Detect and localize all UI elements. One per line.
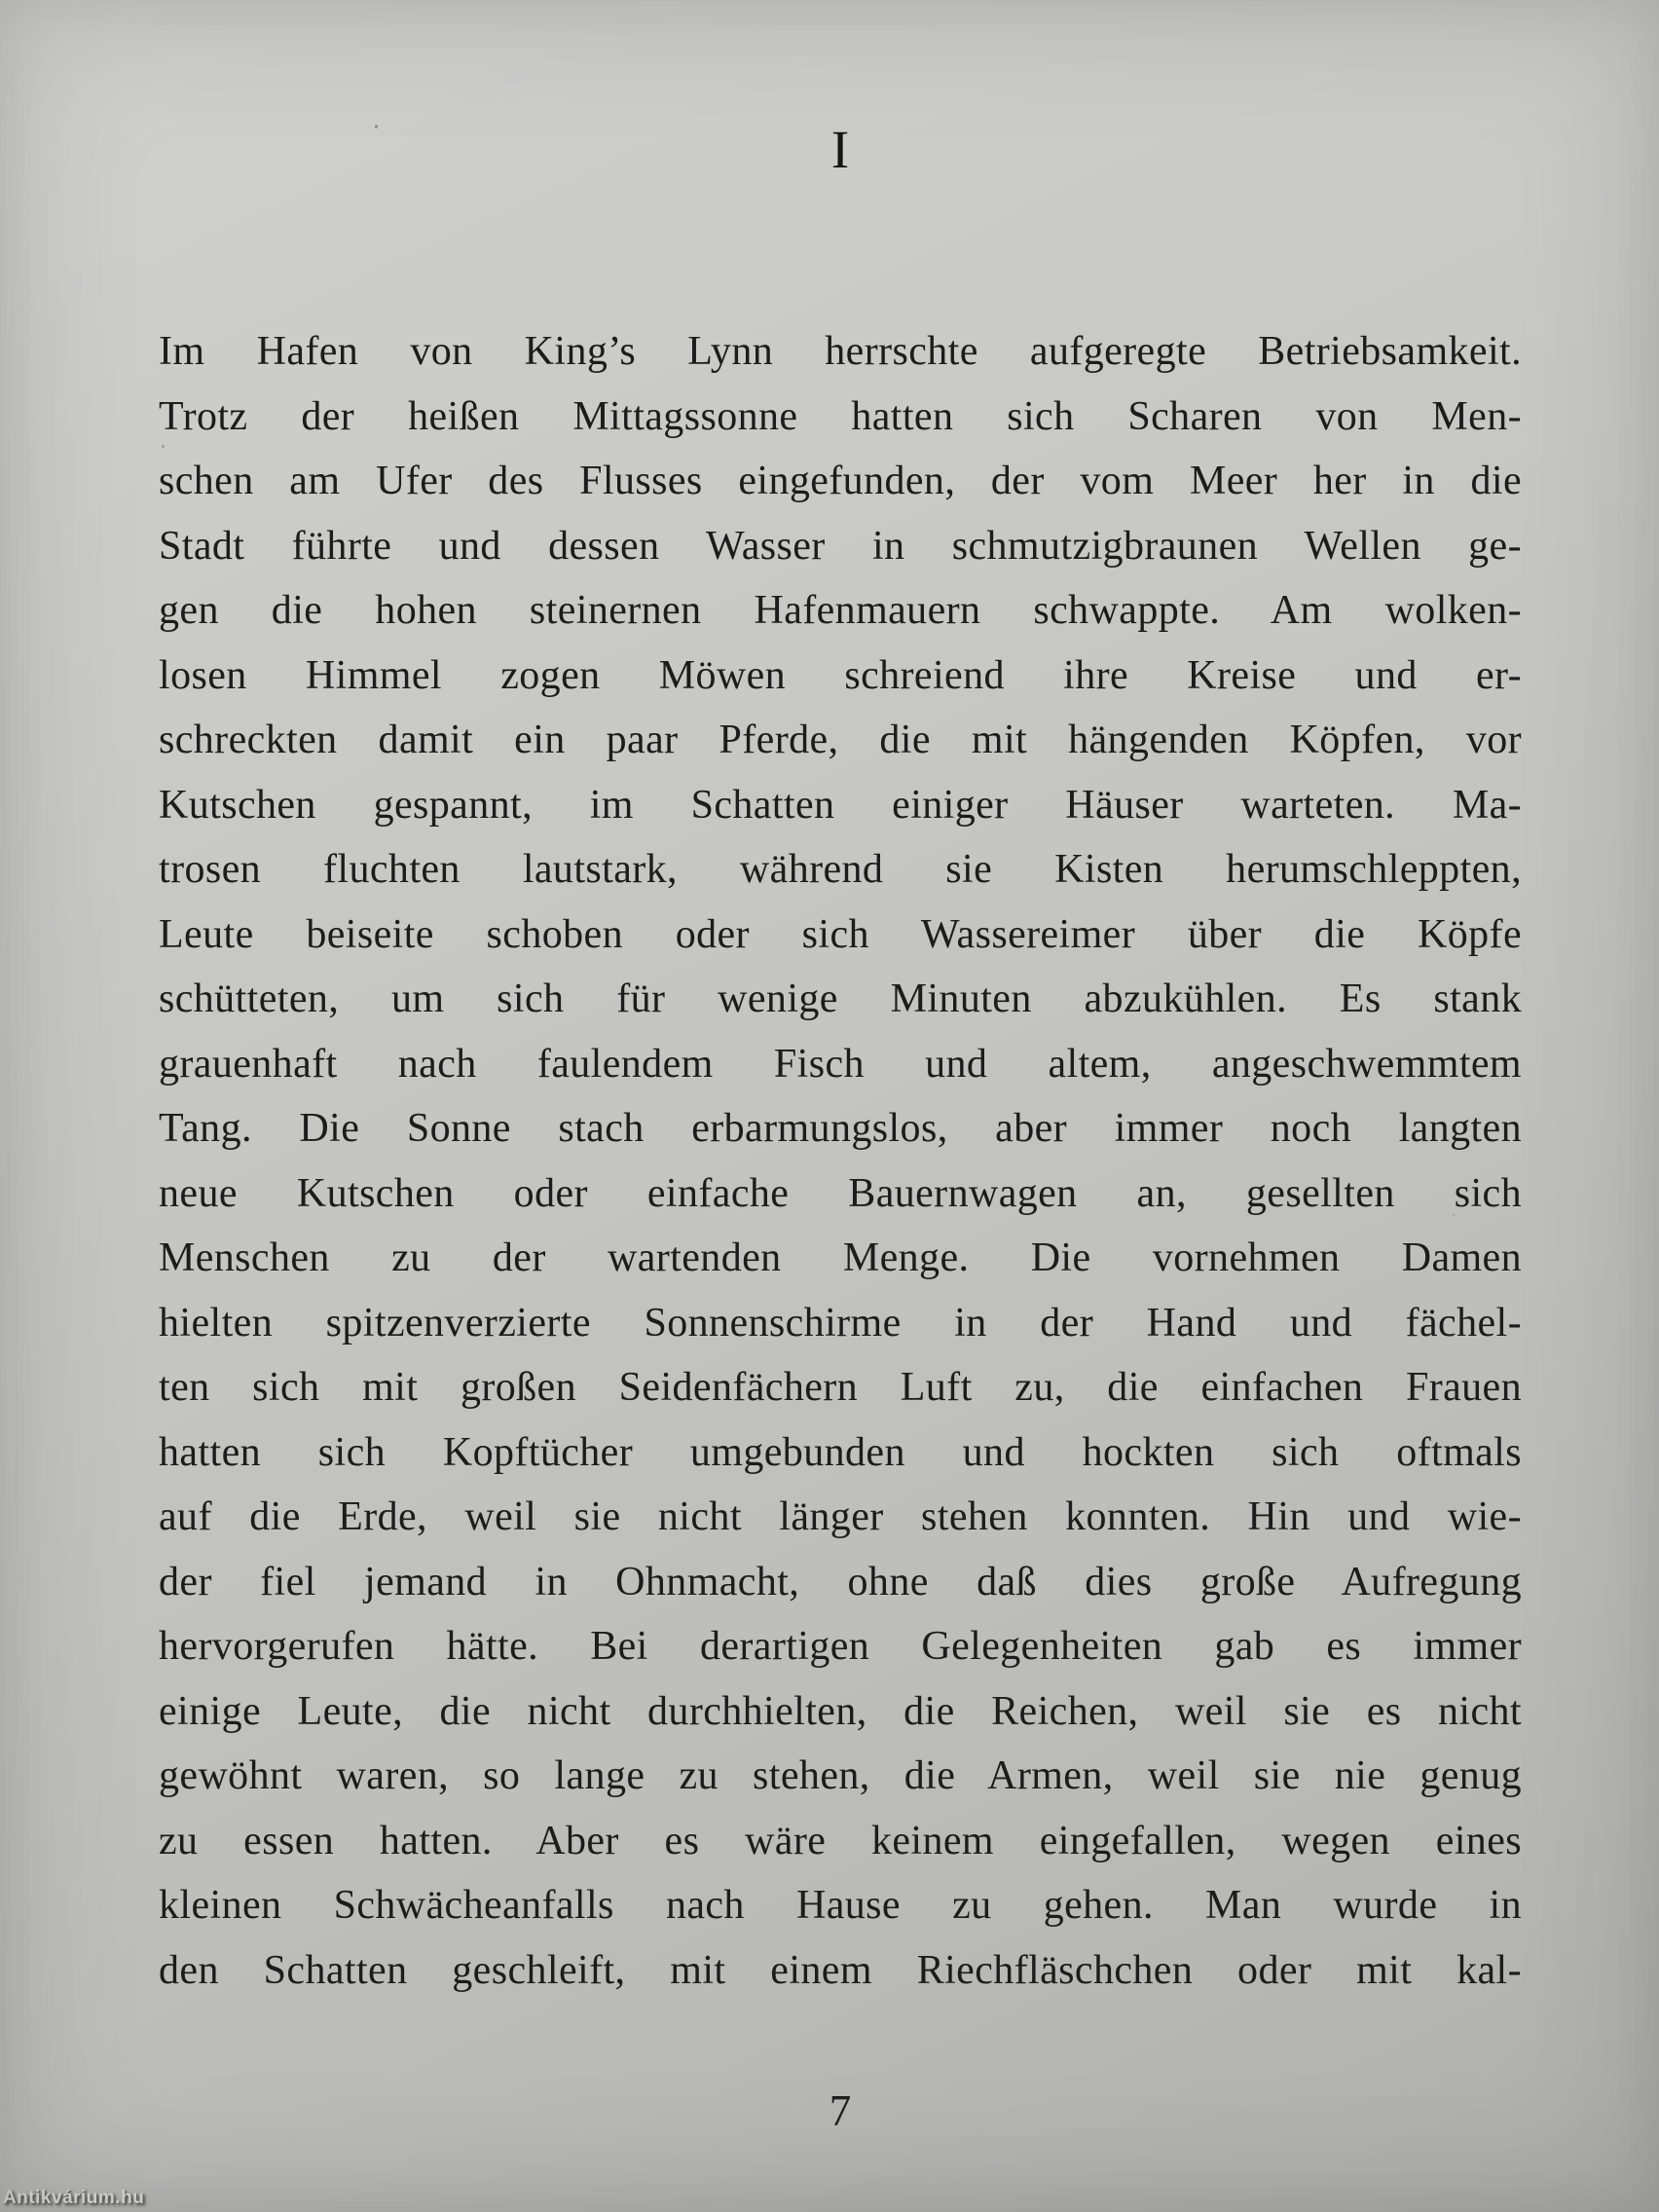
text-line: zu essen hatten. Aber es wäre keinem eingefallen, wegen eines — [159, 1818, 1522, 1863]
text-line: Stadt führte und dessen Wasser in schmutzigbraunen Wellen ge- — [159, 523, 1522, 569]
text-line: Leute beiseite schoben oder sich Wassereimer über die Köpfe — [159, 911, 1522, 957]
text-line: Menschen zu der wartenden Menge. Die vornehmen Damen — [159, 1235, 1522, 1280]
text-line: gewöhnt waren, so lange zu stehen, die Armen, weil sie nie genug — [159, 1753, 1522, 1798]
page-number: 7 — [829, 2086, 852, 2135]
text-line: einige Leute, die nicht durchhielten, die Reichen, weil sie es nicht — [159, 1688, 1522, 1734]
text-line: gen die hohen steinernen Hafenmauern schwappte. Am wolken- — [159, 588, 1522, 633]
text-line: Kutschen gespannt, im Schatten einiger Häuser warteten. Ma- — [159, 782, 1522, 828]
text-line: kleinen Schwächeanfalls nach Hause zu gehen. Man wurde in — [159, 1883, 1522, 1928]
watermark: Antikvárium.hu — [3, 2188, 145, 2208]
text-line: hielten spitzenverzierte Sonnenschirme in der Hand und fächel- — [159, 1300, 1522, 1346]
paper-speck — [1453, 1214, 1455, 1216]
text-line: hervorgerufen hätte. Bei derartigen Gelegenheiten gab es immer — [159, 1624, 1522, 1669]
body-text — [159, 319, 1522, 2003]
text-line: ten sich mit großen Seidenfächern Luft zu, die einfachen Frauen — [159, 1365, 1522, 1410]
text-line: losen Himmel zogen Möwen schreiend ihre Kreise und er- — [159, 652, 1522, 698]
text-line: auf die Erde, weil sie nicht länger stehen konnten. Hin und wie- — [159, 1494, 1522, 1539]
text-line: neue Kutschen oder einfache Bauernwagen an, gesellten sich — [159, 1170, 1522, 1216]
text-line: schen am Ufer des Flusses eingefunden, der vom Meer her in die — [159, 459, 1522, 503]
text-line: der fiel jemand in Ohnmacht, ohne daß dies große Aufregung — [159, 1559, 1522, 1604]
text-line: den Schatten geschleift, mit einem Riechfläschchen oder mit kal- — [159, 1947, 1522, 1993]
text-line: Im Hafen von King’s Lynn herrschte aufgeregte Betriebsamkeit. — [159, 329, 1522, 374]
text-line: schütteten, um sich für wenige Minuten abzukühlen. Es stank — [159, 977, 1522, 1021]
paper-speck — [162, 445, 165, 448]
text-line: schreckten damit ein paar Pferde, die mit hängenden Köpfen, vor — [159, 718, 1522, 762]
chapter-heading: I — [830, 120, 850, 179]
text-line: Tang. Die Sonne stach erbarmungslos, aber immer noch langten — [159, 1106, 1522, 1151]
text-line: hatten sich Kopftücher umgebunden und hockten sich oftmals — [159, 1429, 1522, 1475]
text-line: Trotz der heißen Mittagssonne hatten sich Scharen von Men- — [159, 393, 1522, 439]
text-line: trosen fluchten lautstark, während sie Kisten herumschleppten, — [159, 847, 1522, 892]
text-line: grauenhaft nach faulendem Fisch und altem, angeschwemmtem — [159, 1041, 1522, 1087]
paper-speck — [375, 125, 378, 129]
